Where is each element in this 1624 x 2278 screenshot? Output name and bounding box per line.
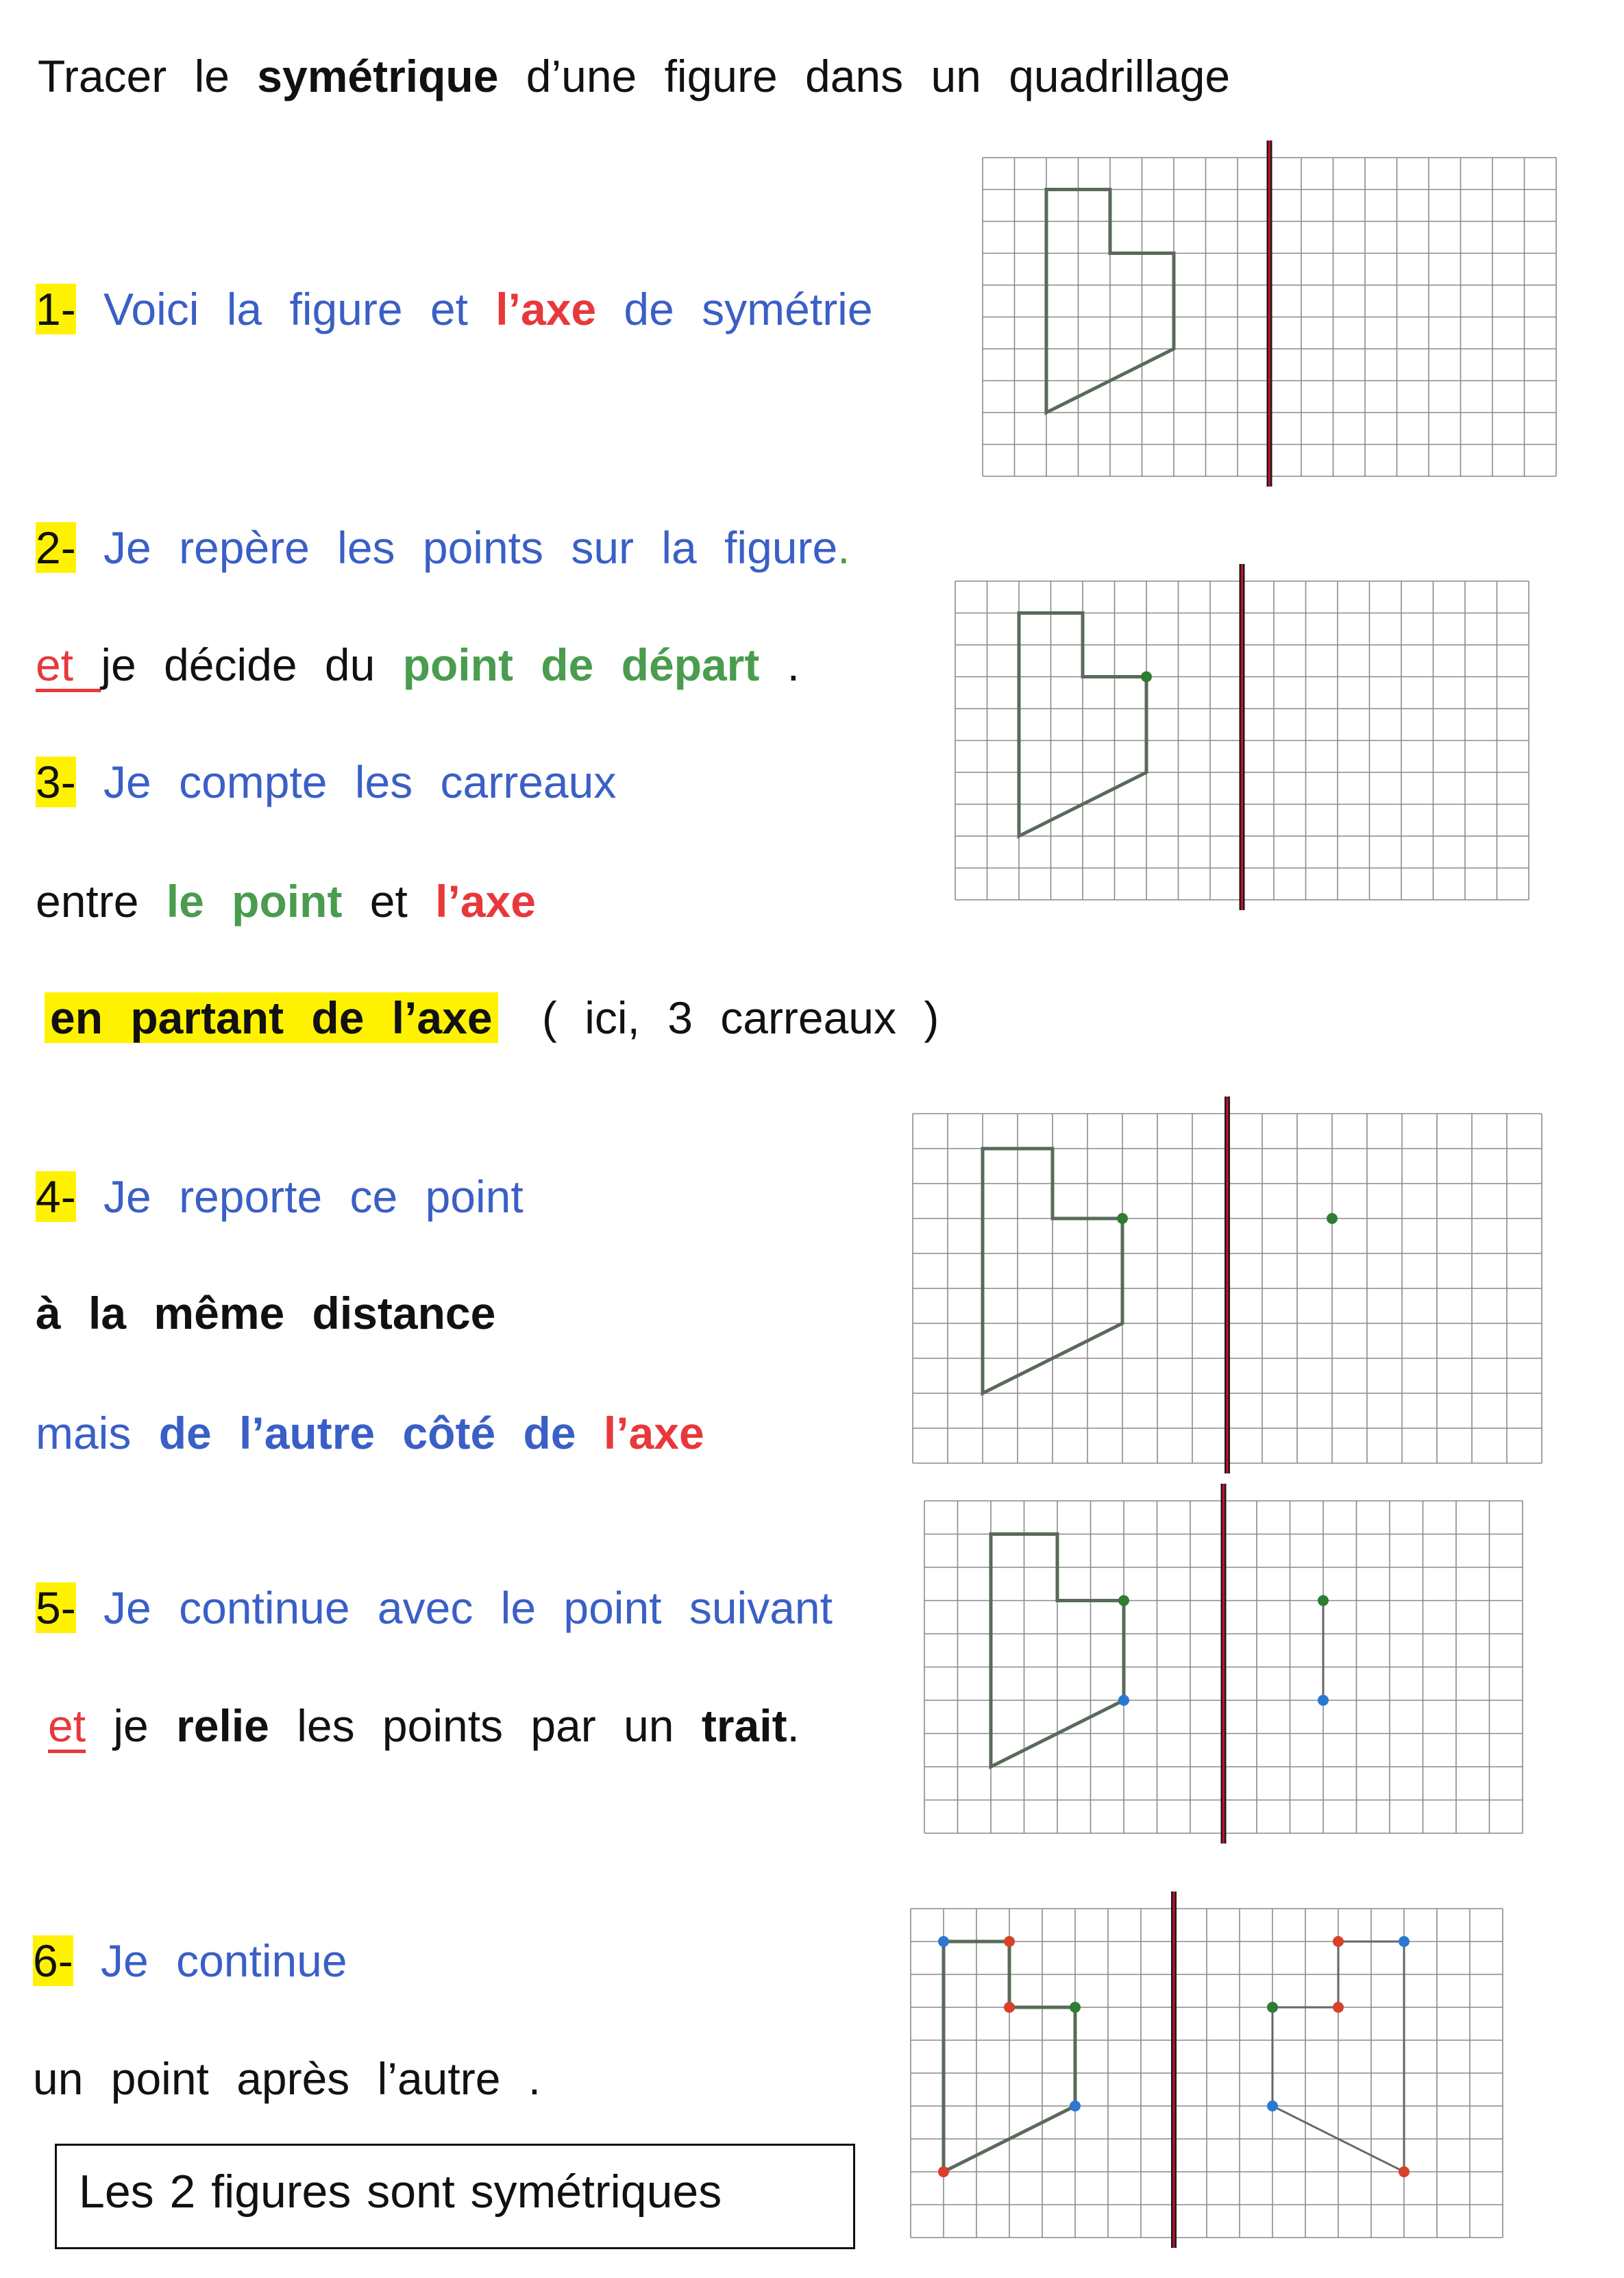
step-text: Je repère les points sur la figure — [75, 522, 838, 573]
step-text: . — [759, 639, 800, 690]
mirrored-point — [1318, 1595, 1329, 1606]
mirrored-vertex-point — [1399, 1936, 1410, 1947]
highlight-phrase: en partant de l’axe — [45, 992, 498, 1043]
mirrored-vertex-point — [1267, 2101, 1278, 2111]
step-number: 5- — [36, 1582, 76, 1633]
step-3c-text — [45, 992, 939, 1043]
step-number: 4- — [36, 1171, 76, 1222]
relie-word: relie — [176, 1700, 269, 1751]
step-text: Voici la figure et — [75, 284, 496, 334]
step-number: 6- — [33, 1935, 73, 1986]
step-text: de symétrie — [596, 284, 873, 334]
step-4c-text — [36, 1410, 704, 1456]
step-text: mais — [36, 1408, 159, 1458]
grid-step-5 — [922, 1480, 1525, 1844]
conclusion-text: Les 2 figures sont symétriques — [79, 2166, 722, 2218]
point-word: le point — [166, 876, 343, 927]
mirrored-next-point — [1318, 1695, 1329, 1706]
axis-word: l’axe — [603, 1408, 704, 1458]
step-text: et — [342, 876, 436, 927]
step-text: . — [837, 522, 850, 573]
step-2-text — [36, 522, 850, 573]
step-3b-text — [36, 876, 536, 927]
step-6b-text — [33, 2053, 541, 2104]
step-text: je décide du — [101, 639, 403, 690]
step-text: Je compte les carreaux — [75, 757, 617, 807]
title-part: Tracer le — [38, 51, 258, 101]
axis-word: l’axe — [495, 284, 597, 334]
trait-word: trait — [701, 1700, 787, 1751]
step-5b-text — [48, 1700, 800, 1751]
start-point — [1141, 672, 1152, 683]
axis-word: l’axe — [435, 876, 536, 927]
step-text: Je continue — [73, 1935, 347, 1986]
grid-step-6 — [908, 1888, 1521, 2258]
step-6-text — [33, 1935, 347, 1986]
mirrored-vertex-point — [1267, 2002, 1278, 2013]
next-point — [1118, 1695, 1129, 1706]
start-point — [1118, 1595, 1129, 1606]
step-5-text — [36, 1582, 833, 1633]
step-text: entre — [36, 876, 167, 927]
title-part: d’une figure dans un quadrillage — [498, 51, 1231, 101]
step-text: un point après l’autre . — [33, 2053, 541, 2104]
step-1-text — [36, 286, 873, 332]
vertex-point — [1070, 2002, 1081, 2013]
et-word: et — [36, 639, 101, 690]
step-3-text — [36, 759, 616, 805]
grid-step-4 — [910, 1093, 1544, 1473]
step-4-text — [36, 1171, 524, 1222]
step-text: je — [86, 1700, 177, 1751]
step-text: les points par un — [269, 1700, 702, 1751]
step-4b-text — [36, 1290, 495, 1336]
note-text: ( ici, 3 carreaux ) — [541, 992, 939, 1043]
et-word: et — [48, 1700, 86, 1751]
title-bold: symétrique — [257, 51, 499, 101]
start-point — [1117, 1213, 1128, 1224]
mirrored-point — [1327, 1213, 1338, 1224]
step-number: 1- — [36, 284, 76, 334]
step-number: 2- — [36, 522, 76, 573]
step-text: Je reporte ce point — [75, 1171, 524, 1222]
step-text: Je continue avec le point suivant — [75, 1582, 833, 1633]
grid-step-2-3 — [952, 554, 1531, 910]
grid-step-1 — [980, 144, 1555, 493]
page-title — [38, 53, 1230, 99]
step-number: 3- — [36, 757, 76, 807]
mirrored-vertex-point — [1333, 1936, 1344, 1947]
step-text: à la même distance — [36, 1288, 496, 1338]
vertex-point — [1004, 2002, 1015, 2013]
vertex-point — [1004, 1936, 1015, 1947]
step-text: . — [787, 1700, 800, 1751]
vertex-point — [938, 1936, 949, 1947]
mirrored-vertex-point — [1399, 2166, 1410, 2177]
mirrored-vertex-point — [1333, 2002, 1344, 2013]
start-point-word: point de départ — [402, 639, 760, 690]
step-text: de l’autre côté de — [158, 1408, 604, 1458]
vertex-point — [938, 2166, 949, 2177]
step-2b-text — [36, 639, 800, 690]
vertex-point — [1070, 2101, 1081, 2111]
